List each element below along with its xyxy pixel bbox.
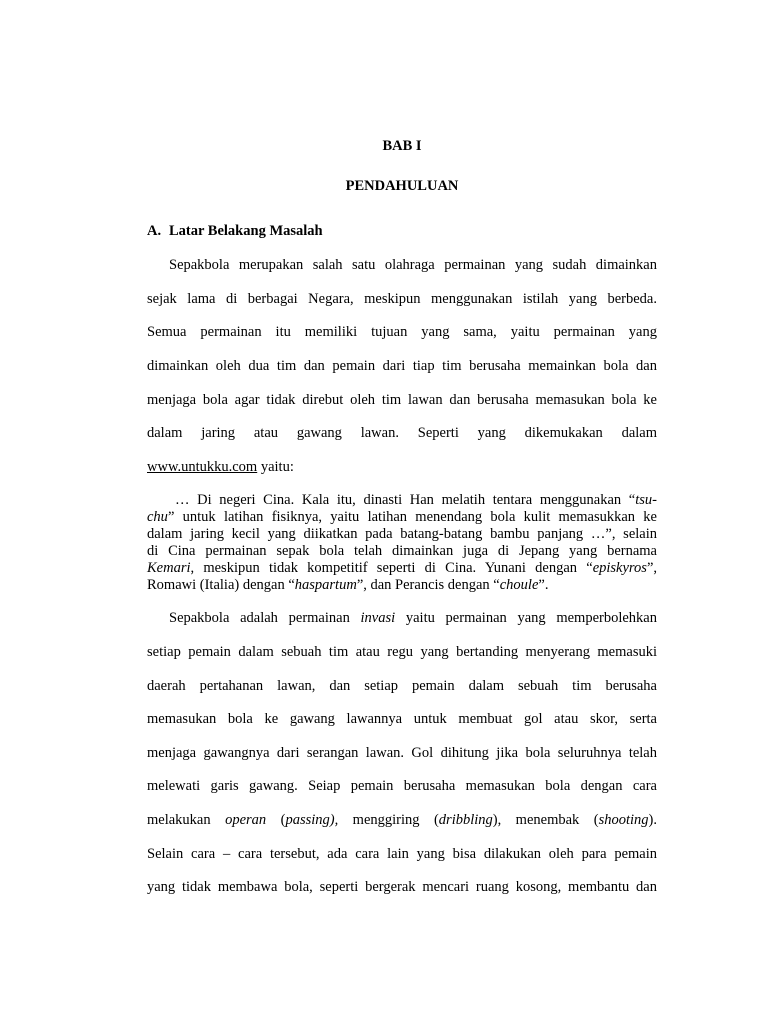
para-italic: dribbling bbox=[438, 812, 493, 828]
section-heading bbox=[147, 223, 323, 240]
quote-line-6 bbox=[147, 577, 657, 594]
para-italic: operan bbox=[225, 812, 267, 828]
quote-text: ”, bbox=[646, 560, 657, 576]
quote-italic: episkyros bbox=[592, 560, 647, 576]
para2-line-9: yang tidak membawa bola, seperti bergerak mencari ruang kosong, membantu dan bbox=[147, 879, 657, 895]
para-italic: shooting bbox=[598, 812, 649, 828]
para1-line-7-rest: yaitu: bbox=[257, 459, 294, 475]
quote-line-5 bbox=[147, 560, 657, 577]
chapter-label: BAB I bbox=[382, 138, 422, 154]
quote-italic: tsu- bbox=[635, 492, 657, 508]
para2-line-3: daerah pertahanan lawan, dan setiap pemain dalam sebuah tim berusaha bbox=[147, 678, 657, 694]
para-text: ), menembak ( bbox=[492, 812, 599, 828]
quote-line-1 bbox=[147, 492, 657, 509]
para2-line-4: memasukan bola ke gawang lawannya untuk membuat gol atau skor, serta bbox=[147, 711, 657, 727]
quote-line-2 bbox=[147, 509, 657, 526]
para-text: melakukan bbox=[147, 812, 226, 828]
quote-text: Romawi (Italia) dengan “ bbox=[147, 577, 295, 593]
quote-text: , meskipun tidak kompetitif seperti di Cina. Yunani dengan “ bbox=[190, 560, 593, 576]
para-text: menggiring ( bbox=[338, 812, 439, 828]
para1-line-3: Semua permainan itu memiliki tujuan yang sama, yaitu permainan yang bbox=[147, 324, 657, 340]
para-text: ( bbox=[266, 812, 286, 828]
para2-line-8: Selain cara – cara tersebut, ada cara lain yang bisa dilakukan oleh para pemain bbox=[147, 846, 657, 862]
para1-line-4: dimainkan oleh dua tim dan pemain dari tiap tim berusaha memainkan bola dan bbox=[147, 358, 657, 374]
para1-line-1: Sepakbola merupakan salah satu olahraga permainan yang sudah dimainkan bbox=[169, 257, 657, 273]
quote-text: ”. bbox=[538, 577, 549, 593]
para2-line-7 bbox=[147, 812, 657, 829]
para-italic: passing), bbox=[285, 812, 339, 828]
para-text: ). bbox=[648, 812, 657, 828]
para1-line-7 bbox=[147, 459, 657, 476]
quote-italic: Kemari bbox=[147, 560, 191, 576]
section-number: A. bbox=[147, 223, 162, 239]
para2-line-1 bbox=[147, 610, 657, 627]
para1-line-6: dalam jaring atau gawang lawan. Seperti yang dikemukakan dalam bbox=[147, 425, 657, 441]
quote-text: ” untuk latihan fisiknya, yaitu latihan menendang bola kulit memasukkan ke bbox=[167, 509, 657, 525]
para2-line-2: setiap pemain dalam sebuah tim atau regu yang bertanding menyerang memasuki bbox=[147, 644, 657, 660]
quote-italic: choule bbox=[499, 577, 539, 593]
block-quote bbox=[147, 492, 657, 594]
section-title: Latar Belakang Masalah bbox=[169, 223, 323, 239]
para-text: yaitu permainan yang memperbolehkan bbox=[395, 610, 657, 626]
quote-text: … Di negeri Cina. Kala itu, dinasti Han melatih tentara menggunakan “ bbox=[175, 492, 636, 508]
quote-line-4: di Cina permainan sepak bola telah dimainkan juga di Jepang yang bernama bbox=[147, 543, 657, 559]
chapter-title: PENDAHULUAN bbox=[345, 178, 459, 194]
quote-italic: chu bbox=[147, 509, 168, 525]
para-italic: invasi bbox=[360, 610, 396, 626]
quote-text: ”, dan Perancis dengan “ bbox=[356, 577, 500, 593]
source-link[interactable]: www.untukku.com bbox=[147, 459, 258, 475]
quote-line-3: dalam jaring kecil yang diikatkan pada batang-batang bambu panjang …”, selain bbox=[147, 526, 657, 542]
para2-line-6: melewati garis gawang. Seiap pemain berusaha memasukan bola dengan cara bbox=[147, 778, 657, 794]
para1-line-2: sejak lama di berbagai Negara, meskipun menggunakan istilah yang berbeda. bbox=[147, 291, 657, 307]
para2-line-5: menjaga gawangnya dari serangan lawan. Gol dihitung jika bola seluruhnya telah bbox=[147, 745, 657, 761]
para-text: Sepakbola adalah permainan bbox=[169, 610, 361, 626]
para1-line-5: menjaga bola agar tidak direbut oleh tim lawan dan berusaha memasukan bola ke bbox=[147, 392, 657, 408]
quote-italic: haspartum bbox=[294, 577, 357, 593]
